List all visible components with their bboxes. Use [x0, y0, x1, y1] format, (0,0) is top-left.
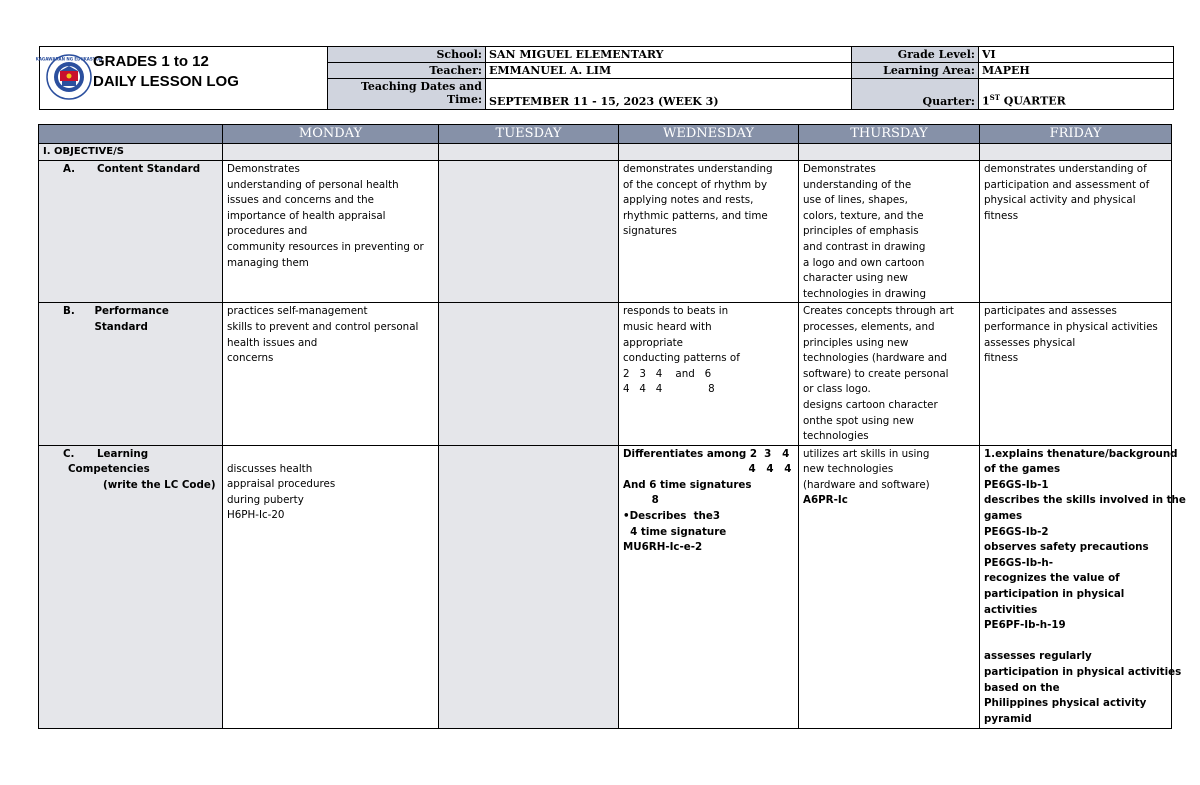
cell-text-line: physical activity and physical [984, 194, 1136, 207]
performance-standard-tuesday [439, 303, 619, 445]
cell-text-line: 8 [623, 494, 659, 507]
grade-level-value: VI [979, 47, 1174, 63]
learning-competencies-label [39, 445, 223, 728]
cell-text-line: And 6 time signatures [623, 478, 752, 491]
cell-text-line: appropriate [623, 336, 684, 349]
cell-text-line: software) to create personal [803, 367, 949, 380]
brand-title-line2: DAILY LESSON LOG [93, 72, 239, 90]
cell-text-line: issues and concerns and the [227, 194, 374, 207]
performance-standard-row [39, 303, 1172, 445]
cell-text-line: 4 time signature [623, 525, 727, 538]
content-standard-thursday [799, 161, 980, 303]
cell-text-line: processes, elements, and [803, 320, 935, 333]
learning-competencies-wednesday [619, 445, 799, 728]
quarter-value [979, 79, 1174, 110]
performance-standard-thursday [799, 303, 980, 445]
learning-area-value: MAPEH [979, 63, 1174, 79]
objectives-cell [223, 144, 439, 161]
cell-text-line: fitness [984, 352, 1019, 365]
cell-text-line: performance in physical activities [984, 320, 1158, 333]
quarter-suffix: ST [989, 93, 1000, 103]
row-letter: C. [63, 447, 75, 460]
day-header-thursday: THURSDAY [799, 125, 980, 144]
lesson-log-grid [38, 124, 1186, 729]
cell-text-line: 2 3 4 and 6 [623, 367, 712, 380]
cell-text-line: and contrast in drawing [803, 240, 926, 253]
cell-text-line [984, 634, 1165, 650]
cell-text-line: H6PH-Ic-20 [227, 509, 285, 522]
performance-standard-friday [980, 303, 1172, 445]
cell-text-line: 4 4 4 8 [623, 383, 715, 396]
content-standard-row [39, 161, 1172, 303]
school-label: School: [328, 47, 486, 63]
cell-text-line: practices self-management [227, 305, 368, 318]
quarter-number: 1 [982, 95, 990, 108]
learning-competencies-tuesday [439, 445, 619, 728]
cell-text-line: PE6PF-Ib-h-19 [984, 619, 1066, 632]
cell-text-line: participation and assessment of [984, 178, 1150, 191]
day-header-row [39, 125, 1172, 144]
cell-text-line: colors, texture, and the [803, 209, 924, 222]
cell-text-line: managing them [227, 256, 309, 269]
cell-text-line: recognizes the value of [984, 572, 1120, 585]
cell-text-line: PE6GS-Ib-2 [984, 525, 1049, 538]
row-label-text-line2: Competencies [68, 463, 150, 476]
lesson-log-header [35, 46, 1174, 110]
day-header-monday: MONDAY [223, 125, 439, 144]
cell-text-line: applying notes and rests, [623, 194, 754, 207]
cell-text-line: PE6GS-Ib-1 [984, 478, 1049, 491]
cell-text-line: skills to prevent and control personal [227, 320, 419, 333]
cell-text-line: Creates concepts through art [803, 305, 954, 318]
cell-text-line: 4 4 4 [623, 463, 792, 476]
performance-standard-monday [223, 303, 439, 445]
cell-text-line: PE6GS-Ib-h- [984, 556, 1053, 569]
quarter-word: QUARTER [999, 95, 1066, 108]
objectives-cell [619, 144, 799, 161]
cell-text-line: new technologies [803, 463, 894, 476]
performance-standard-wednesday [619, 303, 799, 445]
cell-text-line: designs cartoon character [803, 398, 938, 411]
row-label-text-line3: (write the LC Code) [103, 478, 216, 491]
teaching-dates-label-line1: Teaching Dates and [360, 80, 482, 93]
brand-title-line1: GRADES 1 to 12 [93, 52, 209, 70]
cell-text-line: conducting patterns of [623, 352, 740, 365]
learning-competencies-monday [223, 445, 439, 728]
cell-text-line: Philippines physical activity [984, 697, 1147, 710]
cell-text-line: demonstrates understanding [623, 163, 773, 175]
grade-level-label: Grade Level: [852, 47, 979, 63]
cell-text-line: 1.explains thenature/background [984, 447, 1178, 460]
cell-text-line: participation in physical [984, 588, 1125, 601]
objectives-heading: I. OBJECTIVE/S [39, 144, 223, 161]
cell-text-line: assesses physical [984, 336, 1076, 349]
row-label-text: Performance Standard [94, 305, 169, 333]
cell-text-line: demonstrates understanding of [984, 163, 1147, 175]
content-standard-friday [980, 161, 1172, 303]
learning-competencies-thursday [799, 445, 980, 728]
cell-text-line: importance of health appraisal [227, 209, 386, 222]
cell-text-line: rhythmic patterns, and time [623, 209, 768, 222]
teaching-dates-value: SEPTEMBER 11 - 15, 2023 (WEEK 3) [486, 79, 852, 110]
deped-seal-icon [35, 54, 103, 100]
row-letter: B. [63, 305, 75, 318]
cell-text-line: participation in physical activities [984, 666, 1182, 678]
cell-text-line: character using new [803, 272, 908, 285]
brand-block [35, 47, 328, 110]
quarter-label: Quarter: [852, 79, 979, 110]
row-label-text: Content Standard [97, 163, 201, 175]
content-standard-label [39, 161, 223, 303]
objectives-cell [799, 144, 980, 161]
cell-text-line: discusses health [227, 462, 313, 475]
cell-text-line: technologies [803, 430, 869, 443]
teaching-dates-label [328, 79, 486, 110]
day-header-wednesday: WEDNESDAY [619, 125, 799, 144]
cell-text-line: based on the [984, 681, 1060, 694]
cell-text-line: Demonstrates [227, 163, 300, 175]
cell-text-line: pyramid [984, 712, 1032, 725]
cell-text-line: health issues and [227, 336, 318, 349]
day-header-tuesday: TUESDAY [439, 125, 619, 144]
cell-text-line: technologies in drawing [803, 287, 926, 300]
content-standard-wednesday [619, 161, 799, 303]
cell-text-line: Differentiates among 2 3 4 [623, 447, 790, 460]
cell-text-line: of the concept of rhythm by [623, 178, 768, 191]
cell-text-line: signatures [623, 225, 677, 238]
cell-text-line: assesses regularly [984, 650, 1092, 663]
cell-text-line: MU6RH-Ic-e-2 [623, 541, 703, 554]
row-letter: A. [63, 163, 76, 175]
cell-text-line: games [984, 510, 1023, 523]
teaching-dates-label-line2: Time: [446, 93, 482, 106]
cell-text-line: appraisal procedures [227, 478, 336, 491]
cell-text-line: use of lines, shapes, [803, 194, 908, 207]
cell-text-line: Demonstrates [803, 163, 876, 175]
day-header-blank [39, 125, 223, 144]
cell-text-line: observes safety precautions [984, 541, 1149, 554]
learning-competencies-friday [980, 445, 1186, 728]
cell-text-line: music heard with [623, 320, 712, 333]
teacher-label: Teacher: [328, 63, 486, 79]
cell-text-line: or class logo. [803, 383, 871, 396]
cell-text-line: procedures and [227, 225, 308, 238]
row-label-text: Learning [97, 447, 149, 460]
cell-text-line: (hardware and software) [803, 478, 930, 491]
learning-competencies-row [39, 445, 1172, 728]
cell-text-line: A6PR-Ic [803, 494, 848, 507]
learning-area-label: Learning Area: [852, 63, 979, 79]
cell-text-line: during puberty [227, 493, 304, 506]
cell-text-line: understanding of personal health [227, 178, 399, 191]
day-header-friday: FRIDAY [980, 125, 1172, 144]
cell-text-line: activities [984, 603, 1038, 616]
cell-text-line: principles of emphasis [803, 225, 919, 238]
cell-text-line: technologies (hardware and [803, 352, 948, 365]
performance-standard-label [39, 303, 223, 445]
cell-text-line: understanding of the [803, 178, 912, 191]
cell-text-line: describes the skills involved in the [984, 494, 1186, 507]
cell-text-line: participates and assesses [984, 305, 1117, 318]
objectives-cell [980, 144, 1172, 161]
cell-text-line: utilizes art skills in using [803, 447, 930, 460]
content-standard-tuesday [439, 161, 619, 303]
cell-text-line: fitness [984, 209, 1019, 222]
cell-text-line: concerns [227, 352, 274, 365]
cell-text-line: •Describes the3 [623, 510, 721, 523]
svg-text:KAGAWARAN NG EDUKASYON: KAGAWARAN NG EDUKASYON [35, 56, 103, 61]
content-standard-monday [223, 161, 439, 303]
objectives-cell [439, 144, 619, 161]
cell-text-line: onthe spot using new [803, 414, 914, 427]
cell-text-line: community resources in preventing or [227, 240, 424, 253]
cell-text-line: of the games [984, 463, 1061, 476]
school-value: SAN MIGUEL ELEMENTARY [486, 47, 852, 63]
teacher-value: EMMANUEL A. LIM [486, 63, 852, 79]
objectives-row [39, 144, 1172, 161]
cell-text-line: principles using new [803, 336, 909, 349]
cell-text-line: a logo and own cartoon [803, 256, 925, 269]
cell-text-line: responds to beats in [623, 305, 729, 318]
